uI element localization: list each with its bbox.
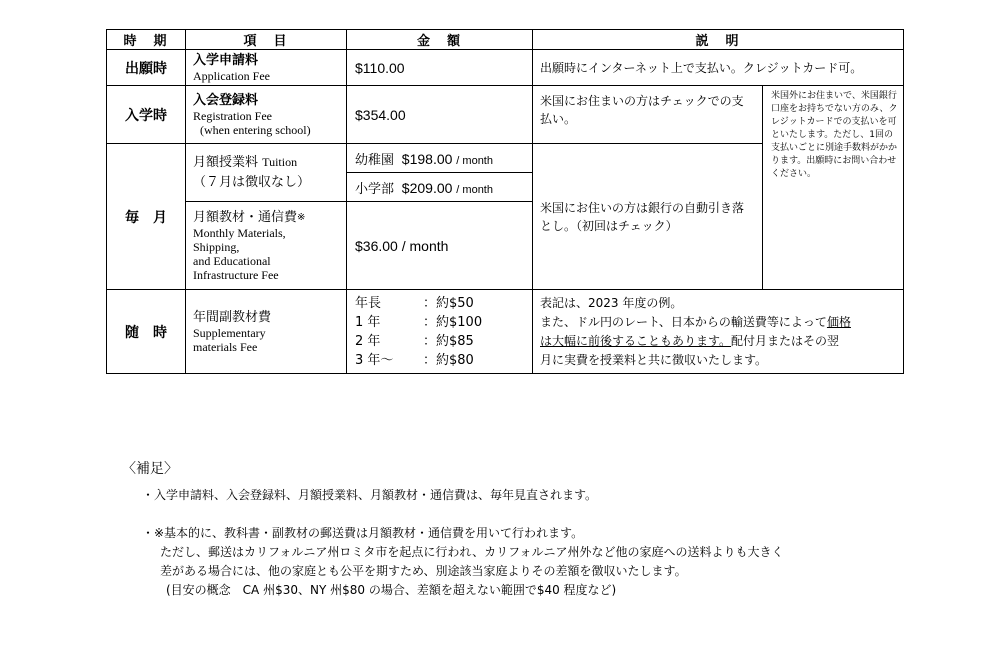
desc-monthly: 米国にお住いの方は銀行の自動引き落とし。（初回はチェック） xyxy=(533,144,763,290)
enrollment-row xyxy=(107,86,904,144)
header-item: 項 目 xyxy=(186,30,347,50)
desc-price-warning-cont: は大幅に前後することもあります。 xyxy=(540,333,732,348)
amount-elementary xyxy=(347,173,533,202)
item-en-3: and Educational xyxy=(193,254,271,268)
fee-table xyxy=(106,29,904,374)
item-en: Registration Fee xyxy=(193,109,272,123)
grade-row xyxy=(355,313,532,332)
grade-label: 1 年 xyxy=(355,314,381,330)
amount-materials: $36.00 / month xyxy=(347,202,533,290)
item-jp: 年間副教材費 xyxy=(193,310,272,325)
kindergarten-unit: / month xyxy=(456,154,493,167)
grade-row xyxy=(355,332,532,351)
item-jp: 入会登録料 xyxy=(193,93,259,108)
period-supplementary: 随 時 xyxy=(107,290,186,374)
desc-application: 出願時にインターネット上で支払い。クレジットカード可。 xyxy=(533,50,904,86)
grade-amount: ：約$85 xyxy=(423,333,474,349)
note-bullet-2: ・※基本的に、教科書・副教材の郵送費は月額教材・通信費を用いて行われます。 xyxy=(142,526,584,540)
desc-price-warning: 価格 xyxy=(826,314,851,329)
item-materials xyxy=(186,202,347,290)
amount-enrollment: $354.00 xyxy=(347,86,533,144)
amount-application: $110.00 xyxy=(347,50,533,86)
elementary-unit: / month xyxy=(456,183,493,196)
amount-supplementary xyxy=(347,290,533,374)
desc-enrollment: 米国にお住まいの方はチェックでの支払い。 xyxy=(533,86,763,144)
period-enrollment: 入学時 xyxy=(107,86,186,144)
item-supplementary xyxy=(186,290,347,374)
asterisk-mark: ※ xyxy=(297,212,306,223)
item-en: Tuition xyxy=(262,154,298,169)
period-application: 出願時 xyxy=(107,50,186,86)
notes-heading: 〈補足〉 xyxy=(122,461,178,477)
note-bullet-2-cont-3: (目安の概念 CA 州$30、NY 州$80 の場合、差額を超えない範囲で$40 程度など) xyxy=(166,583,617,597)
item-en-2: materials Fee xyxy=(193,340,258,354)
elementary-label: 小学部 xyxy=(355,181,395,197)
item-en-1: Supplementary xyxy=(193,326,266,340)
item-en-1: Monthly Materials, xyxy=(193,226,286,240)
desc-supplementary xyxy=(533,290,904,374)
item-jp: 月額教材・通信費 xyxy=(193,210,298,225)
elementary-amount: $209.00 xyxy=(401,179,453,196)
grade-amount: ：約$100 xyxy=(423,314,483,330)
table-header-row xyxy=(107,30,904,50)
supplementary-notes xyxy=(122,458,784,600)
item-jp: 月額授業料 xyxy=(193,154,259,170)
supplementary-row xyxy=(107,290,904,374)
item-en-note: (when entering school) xyxy=(200,123,311,137)
item-en-2: Shipping, xyxy=(193,240,240,254)
header-period: 時 期 xyxy=(107,30,186,50)
item-jp: 入学申請料 xyxy=(193,53,259,68)
grade-label: 2 年 xyxy=(355,333,381,349)
item-enrollment xyxy=(186,86,347,144)
application-row xyxy=(107,50,904,86)
grade-amount: ：約$80 xyxy=(423,352,474,368)
item-tuition xyxy=(186,144,347,202)
grade-amount: ：約$50 xyxy=(423,295,474,311)
header-amount: 金 額 xyxy=(347,30,533,50)
desc-line-2: また、ドル円のレート、日本からの輸送費等によって xyxy=(540,314,827,329)
item-en-4: Infrastructure Fee xyxy=(193,268,279,282)
grade-row xyxy=(355,294,532,313)
item-application xyxy=(186,50,347,86)
item-en: Application Fee xyxy=(193,69,270,83)
desc-line-1: 表記は、2023 年度の例。 xyxy=(540,295,683,310)
amount-kindergarten xyxy=(347,144,533,173)
header-description: 説 明 xyxy=(533,30,904,50)
note-bullet-1: ・入学申請料、入会登録料、月額授業料、月額教材・通信費は、毎年見直されます。 xyxy=(142,488,598,502)
tuition-note: （７月は徴収なし） xyxy=(193,174,311,190)
desc-line-4: 月に実費を授業料と共に徴収いたします。 xyxy=(540,352,768,367)
desc-line-3: 配付月またはその翌 xyxy=(731,333,840,348)
kindergarten-amount: $198.00 xyxy=(401,150,453,167)
note-bullet-2-cont-1: ただし、郵送はカリフォルニア州ロミタ市を起点に行われ、カリフォルニア州外など他の家庭への送料よりも大きく xyxy=(160,545,784,559)
side-note-credit-card: 米国外にお住まいで、米国銀行口座をお持ちでない方のみ、クレジットカードでの支払いを可といたします。ただし、1回の支払いごとに別途手数料がかかります。出願時にお問い合わせください。 xyxy=(763,86,904,290)
period-monthly: 毎 月 xyxy=(107,144,186,290)
grade-label: 年長 xyxy=(355,295,382,311)
grade-row xyxy=(355,351,532,370)
grade-label: 3 年～ xyxy=(355,352,394,368)
kindergarten-label: 幼稚園 xyxy=(355,152,395,168)
note-bullet-2-cont-2: 差がある場合には、他の家庭とも公平を期すため、別途該当家庭よりその差額を徴収いたします。 xyxy=(160,564,687,578)
